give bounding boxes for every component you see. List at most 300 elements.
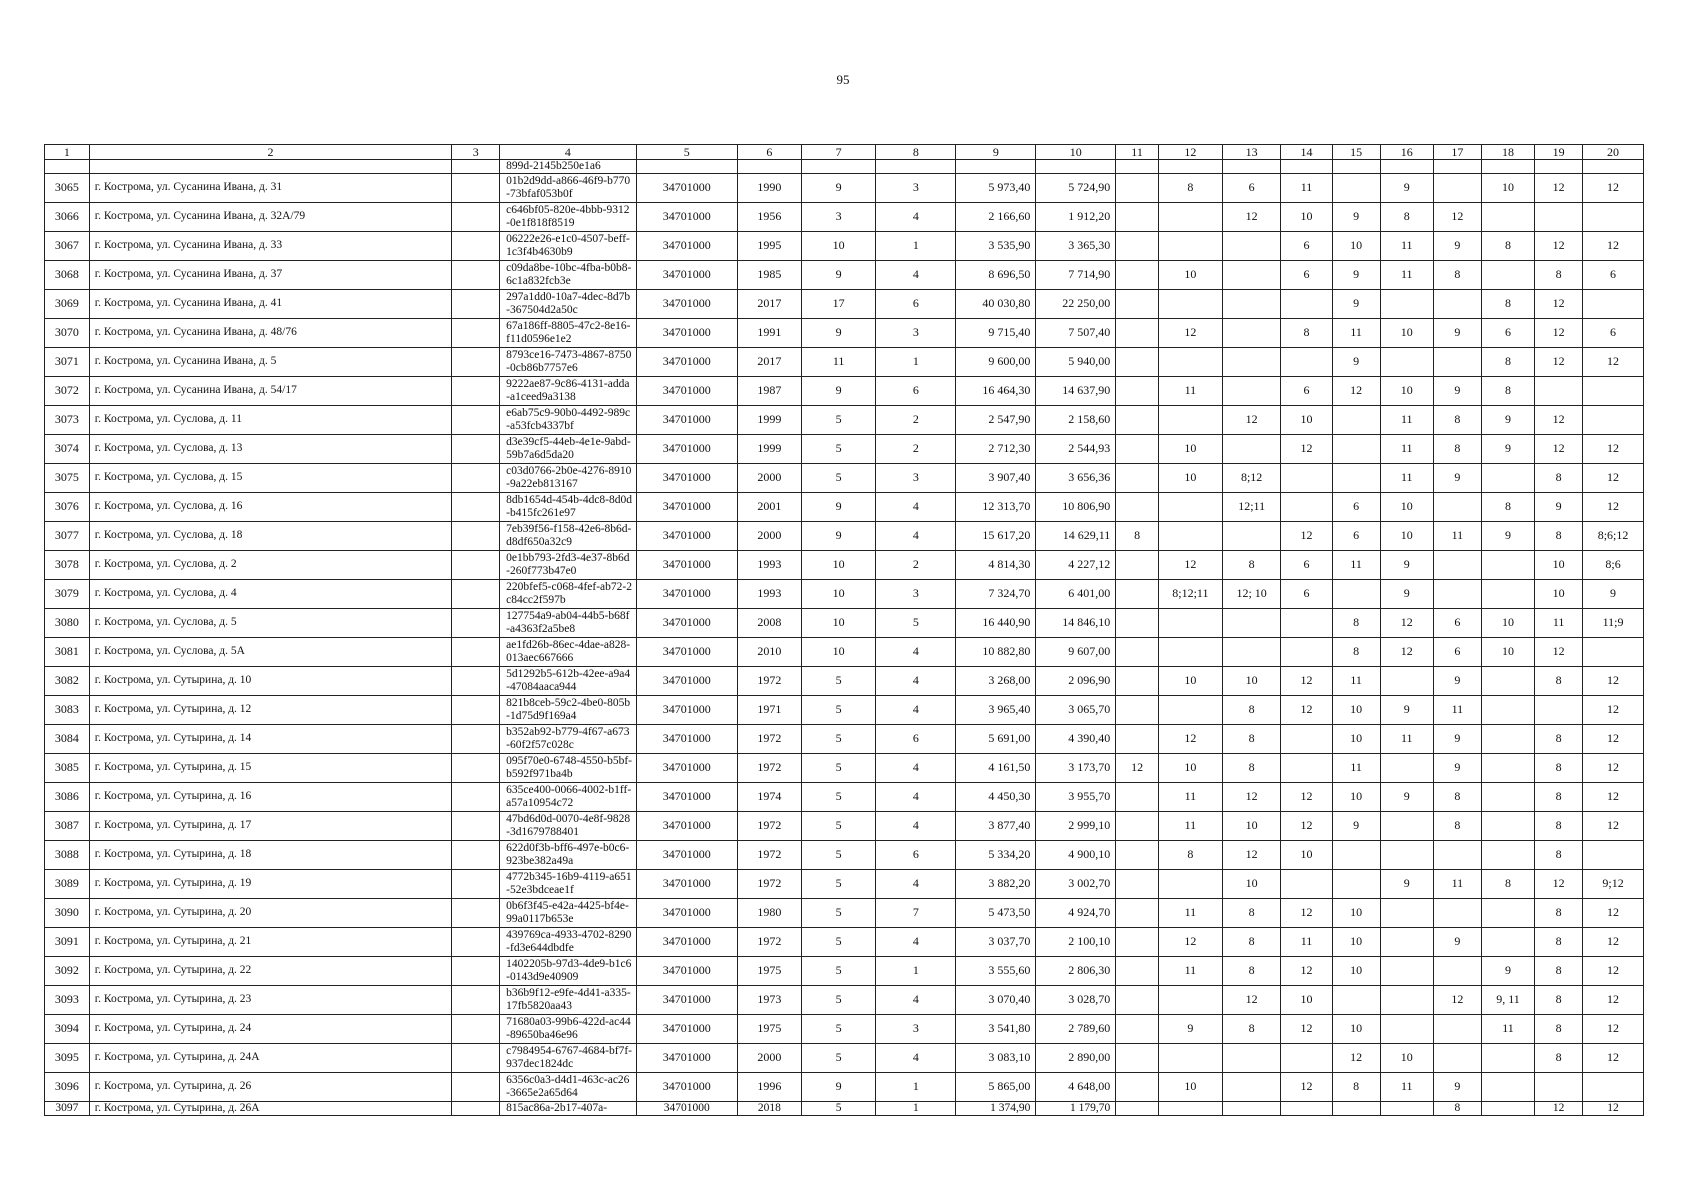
c13-cell: 8: [1222, 1014, 1281, 1043]
c13-cell: 12;11: [1222, 492, 1281, 521]
c12-cell: 10: [1158, 666, 1222, 695]
year-cell: 1999: [737, 405, 801, 434]
guid-cell: 8db1654d-454b-4dc8-8d0d-b415fc261e97: [500, 492, 636, 521]
c13-cell: 10: [1222, 811, 1281, 840]
floors-cell: 9: [801, 318, 876, 347]
c12-cell: 8: [1158, 840, 1222, 869]
c13-cell: [1222, 376, 1281, 405]
column-number-13: 13: [1222, 145, 1281, 160]
guid-cell: 6356c0a3-d4d1-463c-ac26-3665e2a65d64: [500, 1072, 636, 1101]
col3-cell: [452, 231, 500, 260]
c13-cell: [1222, 434, 1281, 463]
okato-cell: 34701000: [636, 869, 737, 898]
c15-cell: [1332, 985, 1380, 1014]
table-row: [45, 956, 1644, 985]
c13-cell: [1222, 1072, 1281, 1101]
c20-cell: 9;12: [1583, 869, 1644, 898]
row-number-cell: 3081: [45, 637, 90, 666]
c18-cell: [1481, 927, 1534, 956]
c11-cell: [1116, 724, 1159, 753]
c18-cell: 9: [1481, 405, 1534, 434]
guid-cell: 439769ca-4933-4702-8290-fd3e644dbdfe: [500, 927, 636, 956]
year-cell: 1956: [737, 202, 801, 231]
empty-cell: [1158, 160, 1222, 174]
living-area-cell: 1 179,70: [1036, 1101, 1116, 1115]
c14-cell: 11: [1281, 927, 1332, 956]
c19-cell: [1535, 376, 1583, 405]
c14-cell: 10: [1281, 405, 1332, 434]
c13-cell: [1222, 521, 1281, 550]
total-area-cell: 3 555,60: [956, 956, 1036, 985]
c18-cell: 10: [1481, 608, 1534, 637]
c16-cell: 11: [1380, 1072, 1433, 1101]
row-number-cell: 3066: [45, 202, 90, 231]
floors-cell: 5: [801, 695, 876, 724]
c16-cell: 9: [1380, 550, 1433, 579]
c11-cell: [1116, 347, 1159, 376]
c17-cell: 8: [1433, 782, 1481, 811]
c17-cell: [1433, 1014, 1481, 1043]
entrances-cell: 3: [876, 318, 956, 347]
guid-cell: 9222ae87-9c86-4131-adda-a1ceed9a3138: [500, 376, 636, 405]
c18-cell: 8: [1481, 231, 1534, 260]
guid-cell: c7984954-6767-4684-bf7f-937dec1824dc: [500, 1043, 636, 1072]
total-area-cell: 3 037,70: [956, 927, 1036, 956]
c14-cell: 12: [1281, 811, 1332, 840]
c13-cell: [1222, 1101, 1281, 1115]
table-row: [45, 289, 1644, 318]
register-table: [44, 144, 1644, 1116]
guid-cell: 899d-2145b250e1a6: [500, 160, 636, 174]
table-row: [45, 608, 1644, 637]
col3-cell: [452, 608, 500, 637]
floors-cell: 17: [801, 289, 876, 318]
year-cell: 1974: [737, 782, 801, 811]
address-cell: г. Кострома, ул. Сусанина Ивана, д. 31: [89, 173, 451, 202]
c17-cell: 8: [1433, 405, 1481, 434]
col3-cell: [452, 376, 500, 405]
entrances-cell: 5: [876, 608, 956, 637]
guid-cell: 8793ce16-7473-4867-8750-0cb86b7757e6: [500, 347, 636, 376]
table-row: [45, 318, 1644, 347]
column-number-20: 20: [1583, 145, 1644, 160]
c16-cell: 11: [1380, 434, 1433, 463]
c15-cell: 10: [1332, 1014, 1380, 1043]
c19-cell: 8: [1535, 956, 1583, 985]
empty-cell: [1535, 160, 1583, 174]
c14-cell: [1281, 724, 1332, 753]
c20-cell: 12: [1583, 492, 1644, 521]
floors-cell: 10: [801, 637, 876, 666]
c13-cell: 10: [1222, 869, 1281, 898]
total-area-cell: 3 070,40: [956, 985, 1036, 1014]
okato-cell: 34701000: [636, 579, 737, 608]
c12-cell: 10: [1158, 1072, 1222, 1101]
total-area-cell: 15 617,20: [956, 521, 1036, 550]
entrances-cell: 2: [876, 550, 956, 579]
c12-cell: 8;12;11: [1158, 579, 1222, 608]
row-number-cell: 3073: [45, 405, 90, 434]
table-row: [45, 695, 1644, 724]
total-area-cell: 5 691,00: [956, 724, 1036, 753]
floors-cell: 11: [801, 347, 876, 376]
row-number-cell: 3065: [45, 173, 90, 202]
living-area-cell: 9 607,00: [1036, 637, 1116, 666]
c11-cell: [1116, 492, 1159, 521]
okato-cell: 34701000: [636, 260, 737, 289]
c19-cell: 12: [1535, 869, 1583, 898]
empty-cell: [45, 160, 90, 174]
c17-cell: 8: [1433, 434, 1481, 463]
c16-cell: [1380, 753, 1433, 782]
c11-cell: [1116, 202, 1159, 231]
total-area-cell: 4 161,50: [956, 753, 1036, 782]
okato-cell: 34701000: [636, 695, 737, 724]
c15-cell: 10: [1332, 927, 1380, 956]
c14-cell: 8: [1281, 318, 1332, 347]
c20-cell: 11;9: [1583, 608, 1644, 637]
c16-cell: 9: [1380, 579, 1433, 608]
empty-cell: [1583, 160, 1644, 174]
column-number-header: [45, 145, 1644, 160]
c14-cell: 12: [1281, 782, 1332, 811]
c16-cell: 12: [1380, 637, 1433, 666]
row-number-cell: 3087: [45, 811, 90, 840]
c13-cell: [1222, 637, 1281, 666]
col3-cell: [452, 434, 500, 463]
c18-cell: [1481, 782, 1534, 811]
guid-cell: 5d1292b5-612b-42ee-a9a4-47084aaca944: [500, 666, 636, 695]
c20-cell: 12: [1583, 695, 1644, 724]
table-row: [45, 1043, 1644, 1072]
okato-cell: 34701000: [636, 202, 737, 231]
c13-cell: [1222, 260, 1281, 289]
living-area-cell: 4 227,12: [1036, 550, 1116, 579]
table-row: [45, 753, 1644, 782]
c20-cell: [1583, 1072, 1644, 1101]
c15-cell: 12: [1332, 376, 1380, 405]
c11-cell: [1116, 289, 1159, 318]
c13-cell: 12: [1222, 840, 1281, 869]
c11-cell: [1116, 811, 1159, 840]
c16-cell: 9: [1380, 869, 1433, 898]
c19-cell: 9: [1535, 492, 1583, 521]
empty-cell: [452, 160, 500, 174]
table-row: [45, 1101, 1644, 1115]
c14-cell: 12: [1281, 666, 1332, 695]
guid-cell: 0b6f3f45-e42a-4425-bf4e-99a0117b653e: [500, 898, 636, 927]
entrances-cell: 4: [876, 753, 956, 782]
c19-cell: 12: [1535, 318, 1583, 347]
c20-cell: 6: [1583, 260, 1644, 289]
c15-cell: 9: [1332, 811, 1380, 840]
c12-cell: 11: [1158, 782, 1222, 811]
c17-cell: 8: [1433, 260, 1481, 289]
c15-cell: 11: [1332, 753, 1380, 782]
year-cell: 1980: [737, 898, 801, 927]
c13-cell: 12; 10: [1222, 579, 1281, 608]
living-area-cell: 5 940,00: [1036, 347, 1116, 376]
entrances-cell: 4: [876, 869, 956, 898]
empty-cell: [1481, 160, 1534, 174]
c15-cell: 10: [1332, 695, 1380, 724]
c15-cell: 6: [1332, 492, 1380, 521]
row-number-cell: 3096: [45, 1072, 90, 1101]
c13-cell: 10: [1222, 666, 1281, 695]
row-number-cell: 3094: [45, 1014, 90, 1043]
c15-cell: 8: [1332, 608, 1380, 637]
c15-cell: 9: [1332, 347, 1380, 376]
floors-cell: 5: [801, 724, 876, 753]
okato-cell: 34701000: [636, 347, 737, 376]
c20-cell: 6: [1583, 318, 1644, 347]
c18-cell: [1481, 1101, 1534, 1115]
c19-cell: 12: [1535, 637, 1583, 666]
c13-cell: 8: [1222, 695, 1281, 724]
address-cell: г. Кострома, ул. Суслова, д. 4: [89, 579, 451, 608]
c15-cell: 11: [1332, 666, 1380, 695]
c18-cell: [1481, 753, 1534, 782]
col3-cell: [452, 347, 500, 376]
address-cell: г. Кострома, ул. Сутырина, д. 21: [89, 927, 451, 956]
c16-cell: [1380, 811, 1433, 840]
c19-cell: [1535, 1072, 1583, 1101]
living-area-cell: 1 912,20: [1036, 202, 1116, 231]
c12-cell: 11: [1158, 811, 1222, 840]
living-area-cell: 3 028,70: [1036, 985, 1116, 1014]
c15-cell: [1332, 405, 1380, 434]
total-area-cell: 16 464,30: [956, 376, 1036, 405]
address-cell: г. Кострома, ул. Сутырина, д. 24А: [89, 1043, 451, 1072]
col3-cell: [452, 637, 500, 666]
c19-cell: 8: [1535, 782, 1583, 811]
empty-cell: [737, 160, 801, 174]
c17-cell: 11: [1433, 521, 1481, 550]
guid-cell: b352ab92-b779-4f67-a673-60f2f57c028c: [500, 724, 636, 753]
c12-cell: [1158, 202, 1222, 231]
c11-cell: [1116, 1072, 1159, 1101]
c16-cell: [1380, 1101, 1433, 1115]
column-number-9: 9: [956, 145, 1036, 160]
column-number-7: 7: [801, 145, 876, 160]
c16-cell: 10: [1380, 492, 1433, 521]
c15-cell: [1332, 579, 1380, 608]
empty-cell: [876, 160, 956, 174]
c14-cell: [1281, 1043, 1332, 1072]
row-number-cell: 3083: [45, 695, 90, 724]
entrances-cell: 3: [876, 173, 956, 202]
table-row: [45, 434, 1644, 463]
c14-cell: 10: [1281, 202, 1332, 231]
c20-cell: [1583, 376, 1644, 405]
c19-cell: 8: [1535, 666, 1583, 695]
c11-cell: [1116, 637, 1159, 666]
okato-cell: 34701000: [636, 405, 737, 434]
c13-cell: 8;12: [1222, 463, 1281, 492]
entrances-cell: 4: [876, 782, 956, 811]
address-cell: г. Кострома, ул. Сутырина, д. 19: [89, 869, 451, 898]
c14-cell: 6: [1281, 376, 1332, 405]
col3-cell: [452, 1101, 500, 1115]
col3-cell: [452, 840, 500, 869]
total-area-cell: 3 268,00: [956, 666, 1036, 695]
total-area-cell: 9 715,40: [956, 318, 1036, 347]
c13-cell: [1222, 231, 1281, 260]
col3-cell: [452, 811, 500, 840]
c11-cell: [1116, 985, 1159, 1014]
col3-cell: [452, 202, 500, 231]
total-area-cell: 10 882,80: [956, 637, 1036, 666]
okato-cell: 34701000: [636, 521, 737, 550]
year-cell: 1991: [737, 318, 801, 347]
c12-cell: 12: [1158, 927, 1222, 956]
empty-cell: [1332, 160, 1380, 174]
okato-cell: 34701000: [636, 1014, 737, 1043]
c19-cell: 8: [1535, 898, 1583, 927]
col3-cell: [452, 318, 500, 347]
living-area-cell: 2 806,30: [1036, 956, 1116, 985]
guid-cell: c646bf05-820e-4bbb-9312-0e1f818f8519: [500, 202, 636, 231]
address-cell: г. Кострома, ул. Сусанина Ивана, д. 41: [89, 289, 451, 318]
c17-cell: 11: [1433, 695, 1481, 724]
year-cell: 2000: [737, 463, 801, 492]
c15-cell: [1332, 434, 1380, 463]
c12-cell: 11: [1158, 376, 1222, 405]
col3-cell: [452, 405, 500, 434]
row-number-cell: 3082: [45, 666, 90, 695]
c11-cell: [1116, 173, 1159, 202]
c11-cell: 12: [1116, 753, 1159, 782]
c12-cell: [1158, 289, 1222, 318]
okato-cell: 34701000: [636, 840, 737, 869]
floors-cell: 5: [801, 956, 876, 985]
c14-cell: 12: [1281, 956, 1332, 985]
c14-cell: [1281, 869, 1332, 898]
c19-cell: 12: [1535, 289, 1583, 318]
living-area-cell: 2 100,10: [1036, 927, 1116, 956]
c13-cell: [1222, 289, 1281, 318]
c15-cell: 11: [1332, 550, 1380, 579]
c12-cell: 10: [1158, 434, 1222, 463]
c15-cell: 10: [1332, 724, 1380, 753]
col3-cell: [452, 521, 500, 550]
c19-cell: 8: [1535, 1014, 1583, 1043]
column-number-18: 18: [1481, 145, 1534, 160]
c17-cell: [1433, 956, 1481, 985]
entrances-cell: 2: [876, 405, 956, 434]
col3-cell: [452, 492, 500, 521]
address-cell: г. Кострома, ул. Сутырина, д. 20: [89, 898, 451, 927]
living-area-cell: 2 789,60: [1036, 1014, 1116, 1043]
address-cell: г. Кострома, ул. Суслова, д. 2: [89, 550, 451, 579]
year-cell: 1999: [737, 434, 801, 463]
total-area-cell: 3 882,20: [956, 869, 1036, 898]
c12-cell: [1158, 521, 1222, 550]
c12-cell: 12: [1158, 550, 1222, 579]
col3-cell: [452, 289, 500, 318]
table-row: [45, 1072, 1644, 1101]
living-area-cell: 3 173,70: [1036, 753, 1116, 782]
address-cell: г. Кострома, ул. Суслова, д. 5: [89, 608, 451, 637]
c17-cell: [1433, 173, 1481, 202]
c12-cell: 11: [1158, 956, 1222, 985]
entrances-cell: 6: [876, 289, 956, 318]
c19-cell: 8: [1535, 260, 1583, 289]
year-cell: 1985: [737, 260, 801, 289]
c12-cell: [1158, 405, 1222, 434]
column-number-11: 11: [1116, 145, 1159, 160]
address-cell: г. Кострома, ул. Суслова, д. 5А: [89, 637, 451, 666]
floors-cell: 3: [801, 202, 876, 231]
entrances-cell: 2: [876, 434, 956, 463]
c20-cell: 12: [1583, 1101, 1644, 1115]
address-cell: г. Кострома, ул. Сутырина, д. 26: [89, 1072, 451, 1101]
floors-cell: 5: [801, 1101, 876, 1115]
c18-cell: [1481, 1043, 1534, 1072]
address-cell: г. Кострома, ул. Сутырина, д. 14: [89, 724, 451, 753]
empty-cell: [1380, 160, 1433, 174]
column-number-8: 8: [876, 145, 956, 160]
total-area-cell: 8 696,50: [956, 260, 1036, 289]
table-row: [45, 260, 1644, 289]
row-number-cell: 3067: [45, 231, 90, 260]
entrances-cell: 6: [876, 724, 956, 753]
c17-cell: 9: [1433, 724, 1481, 753]
year-cell: 1971: [737, 695, 801, 724]
col3-cell: [452, 782, 500, 811]
c16-cell: 12: [1380, 608, 1433, 637]
c17-cell: [1433, 898, 1481, 927]
c19-cell: 12: [1535, 405, 1583, 434]
c12-cell: 8: [1158, 173, 1222, 202]
living-area-cell: 14 629,11: [1036, 521, 1116, 550]
guid-cell: 622d0f3b-bff6-497e-b0c6-923be382a49a: [500, 840, 636, 869]
year-cell: 1993: [737, 579, 801, 608]
column-number-3: 3: [452, 145, 500, 160]
c17-cell: 6: [1433, 608, 1481, 637]
c20-cell: 12: [1583, 985, 1644, 1014]
total-area-cell: 5 973,40: [956, 173, 1036, 202]
address-cell: г. Кострома, ул. Суслова, д. 11: [89, 405, 451, 434]
c15-cell: [1332, 869, 1380, 898]
c12-cell: 11: [1158, 898, 1222, 927]
c13-cell: 8: [1222, 898, 1281, 927]
c16-cell: 11: [1380, 724, 1433, 753]
c13-cell: 12: [1222, 202, 1281, 231]
c17-cell: 11: [1433, 869, 1481, 898]
c17-cell: 9: [1433, 666, 1481, 695]
guid-cell: 1402205b-97d3-4de9-b1c6-0143d9e40909: [500, 956, 636, 985]
total-area-cell: 2 166,60: [956, 202, 1036, 231]
c12-cell: 10: [1158, 260, 1222, 289]
c11-cell: [1116, 666, 1159, 695]
c16-cell: [1380, 985, 1433, 1014]
okato-cell: 34701000: [636, 956, 737, 985]
row-number-cell: 3092: [45, 956, 90, 985]
c15-cell: 9: [1332, 289, 1380, 318]
c17-cell: 9: [1433, 376, 1481, 405]
c18-cell: 11: [1481, 1014, 1534, 1043]
total-area-cell: 2 547,90: [956, 405, 1036, 434]
c20-cell: [1583, 405, 1644, 434]
address-cell: г. Кострома, ул. Сутырина, д. 15: [89, 753, 451, 782]
living-area-cell: 10 806,90: [1036, 492, 1116, 521]
c14-cell: 6: [1281, 550, 1332, 579]
address-cell: г. Кострома, ул. Сутырина, д. 17: [89, 811, 451, 840]
c15-cell: 10: [1332, 231, 1380, 260]
entrances-cell: 1: [876, 956, 956, 985]
c12-cell: 12: [1158, 318, 1222, 347]
